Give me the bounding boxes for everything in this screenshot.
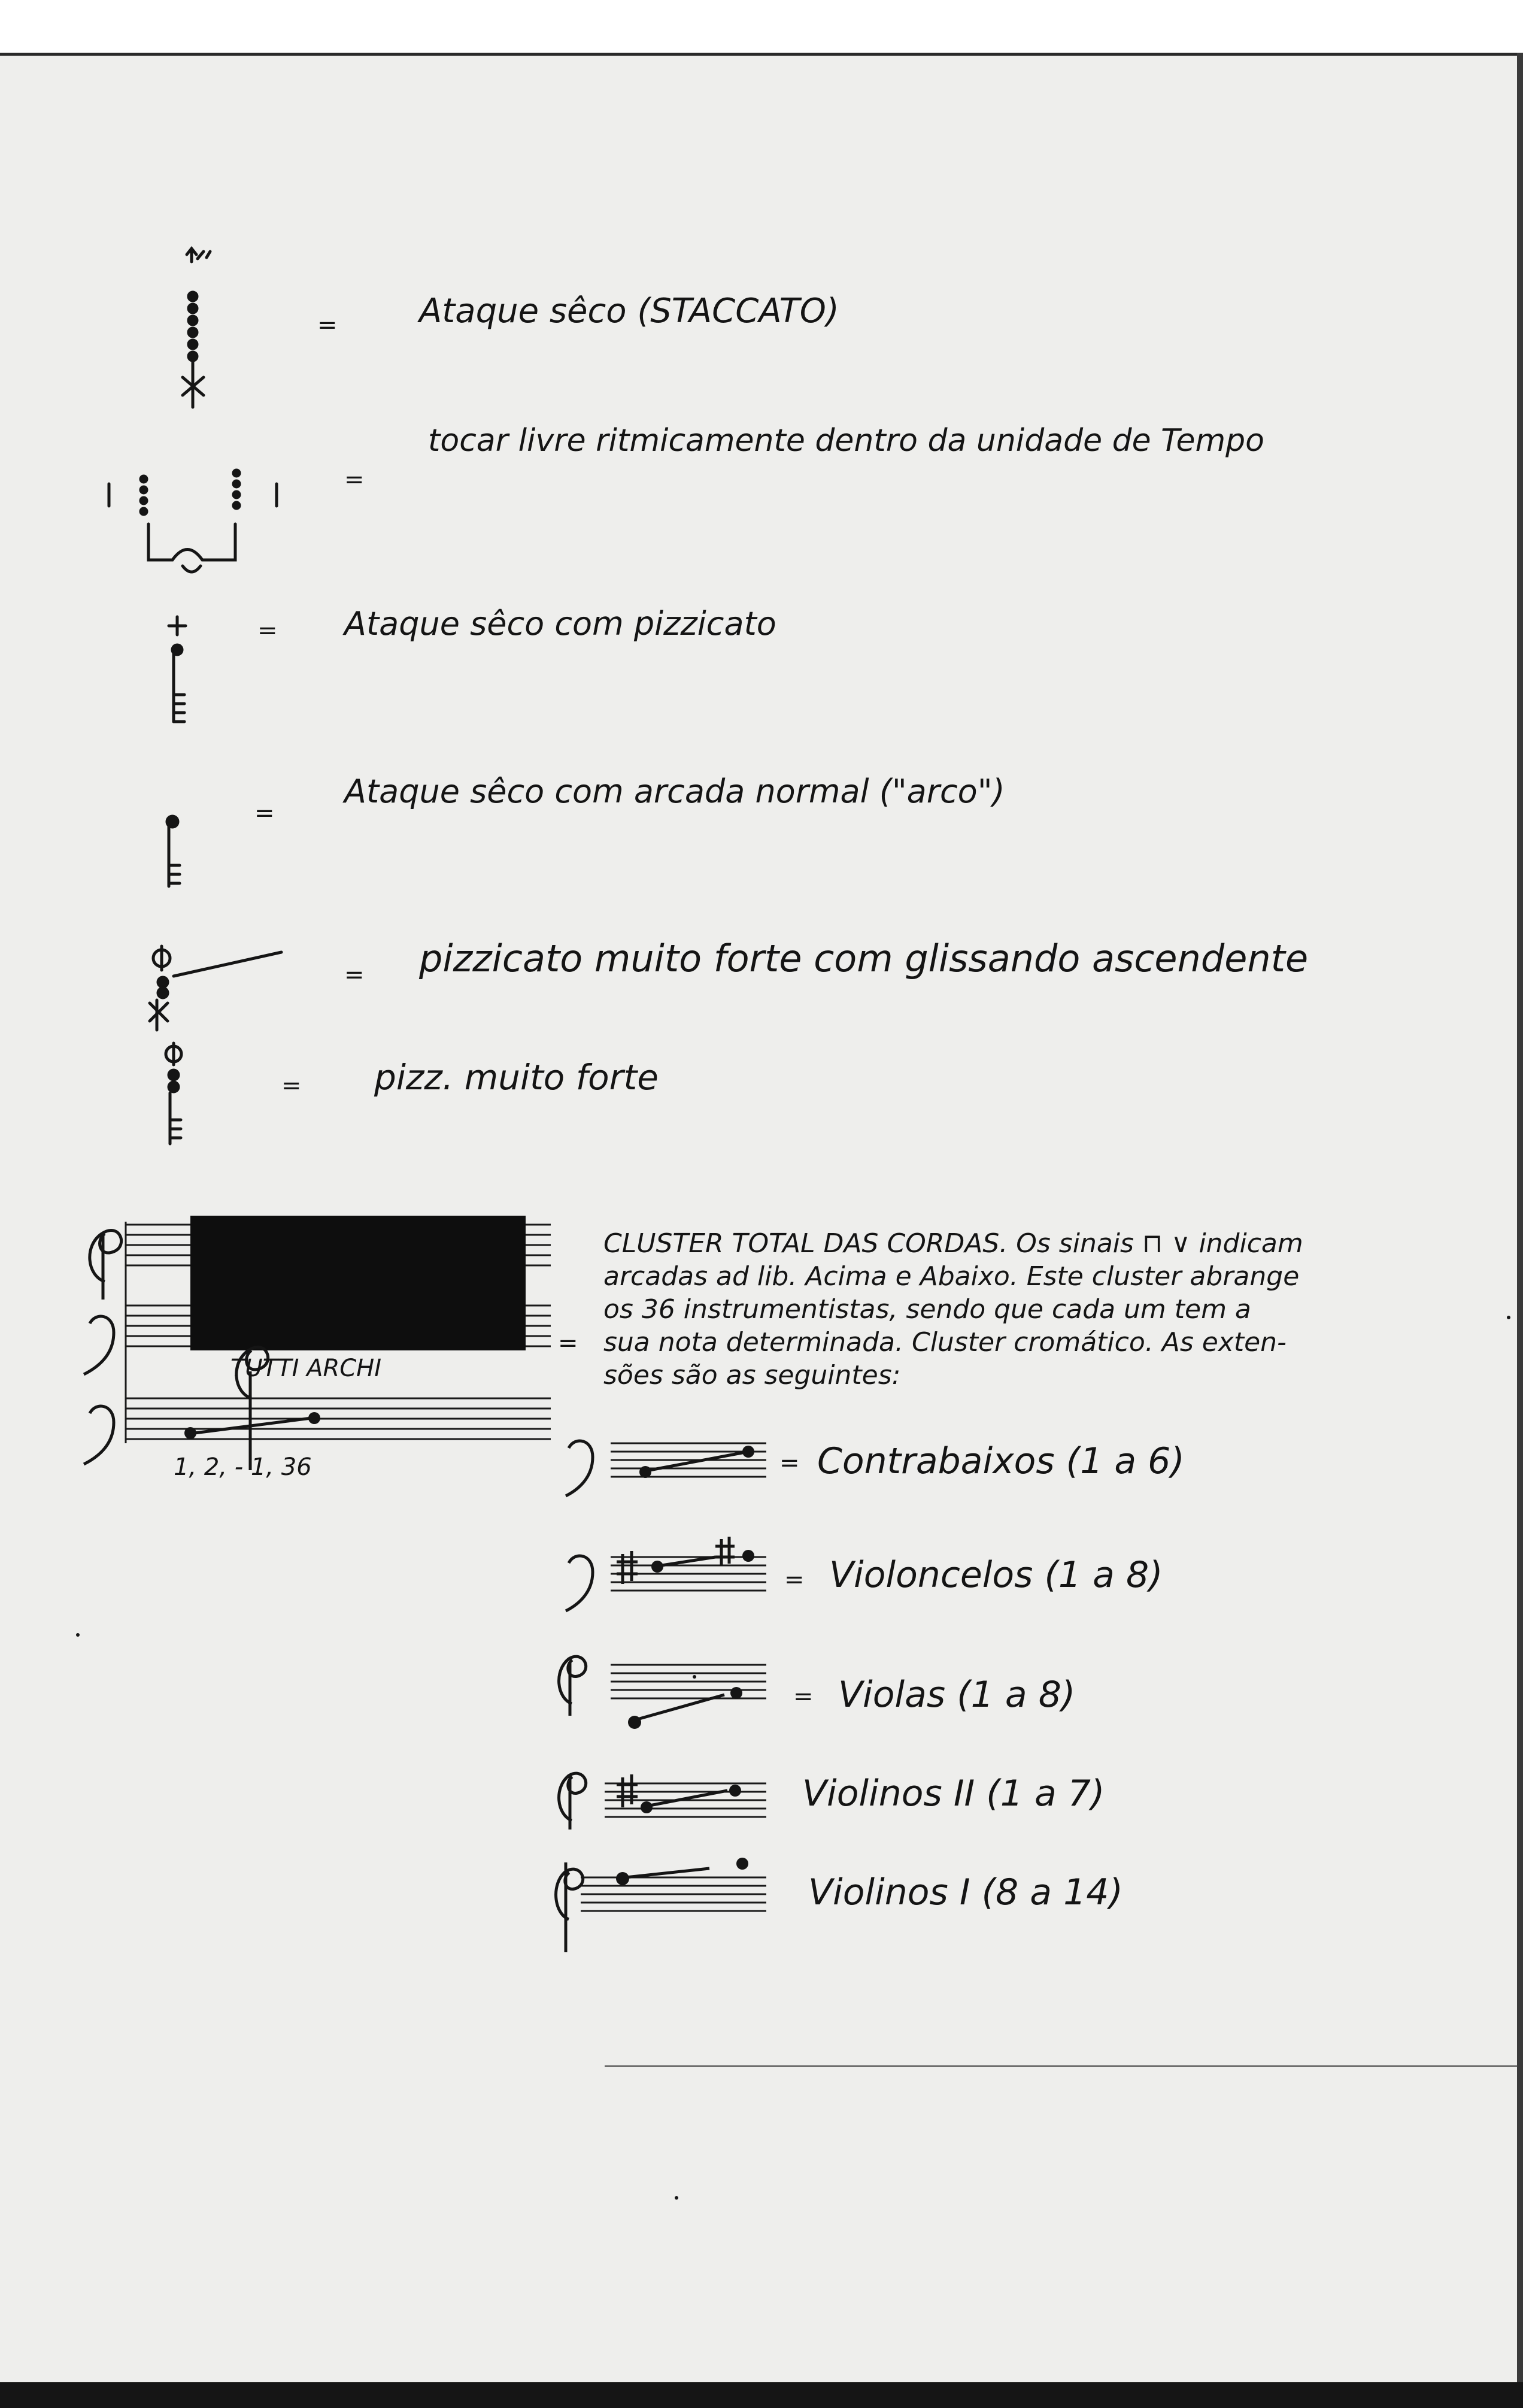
equals-sign: = (558, 1329, 578, 1357)
bass-clef-icon (84, 1316, 114, 1374)
range-staff-1 (611, 1443, 766, 1477)
legend-text-staccato: Ataque sêco (STACCATO) (419, 292, 839, 331)
legend-text-free-rhythm: tocar livre ritmicamente dentro da unidade de Tempo (428, 423, 1264, 459)
legend-text-pizz-forte: pizz. muito forte (374, 1057, 659, 1098)
cluster-description-line: CLUSTER TOTAL DAS CORDAS. Os sinais ⊓ ∨ indicam (603, 1228, 1303, 1259)
equals-sign: = (344, 466, 365, 493)
equals-sign: = (281, 1072, 302, 1099)
treble-clef-icon (559, 1656, 586, 1716)
cluster-description-line: sua nota determinada. Cluster cromático. As exten- (603, 1327, 1287, 1358)
treble-clef-icon (556, 1862, 583, 1952)
equals-sign: = (317, 311, 338, 339)
arco-dry-icon (167, 816, 180, 886)
pizz-glissando-icon (150, 946, 281, 1030)
equals-sign: = (257, 617, 278, 644)
range-label-contrabaixos: Contrabaixos (1 a 6) (817, 1440, 1185, 1482)
equals-sign: = (779, 1449, 800, 1477)
tutti-archi-label: TUTTI ARCHI (230, 1355, 382, 1382)
cluster-block (190, 1216, 526, 1350)
cluster-description-line: arcadas ad lib. Acima e Abaixo. Este cluster abrange (603, 1261, 1300, 1292)
treble-clef-icon (90, 1230, 122, 1300)
cluster-description-line: os 36 instrumentistas, sendo que cada um tem a (603, 1294, 1251, 1325)
treble-clef-icon (559, 1773, 586, 1830)
equals-sign: = (344, 961, 365, 989)
cluster-score (84, 1216, 551, 1470)
range-staves (581, 1443, 766, 1911)
range-staff-3 (611, 1665, 766, 1698)
legend-text-pizz-glissando: pizzicato muito forte com glissando ascendente (419, 937, 1309, 980)
bass-clef-icon (566, 1441, 593, 1496)
legend-text-arco: Ataque sêco com arcada normal ("arco") (344, 773, 1005, 810)
range-staff-5 (581, 1877, 766, 1911)
range-label-violinos-ii: Violinos II (1 a 7) (802, 1773, 1105, 1815)
instrument-numbers-label: 1, 2, - 1, 36 (174, 1453, 312, 1481)
equals-sign: = (793, 1683, 814, 1710)
pizzicato-dry-icon (169, 617, 186, 722)
range-label-violas: Violas (1 a 8) (838, 1674, 1076, 1716)
bass-clef-icon (566, 1556, 593, 1611)
legend-text-pizzicato: Ataque sêco com pizzicato (344, 605, 776, 643)
range-label-violinos-i: Violinos I (8 a 14) (808, 1871, 1123, 1913)
cluster-description-line: sões são as seguintes: (603, 1360, 901, 1391)
range-label-violoncelos: Violoncelos (1 a 8) (829, 1554, 1163, 1596)
equals-sign: = (784, 1566, 805, 1594)
equals-sign: = (254, 799, 275, 827)
pizz-forte-icon (166, 1043, 181, 1144)
bass-clef-icon (84, 1406, 114, 1464)
staccato-notes-icon (183, 249, 210, 407)
free-rhythm-bracket-icon (109, 470, 277, 572)
